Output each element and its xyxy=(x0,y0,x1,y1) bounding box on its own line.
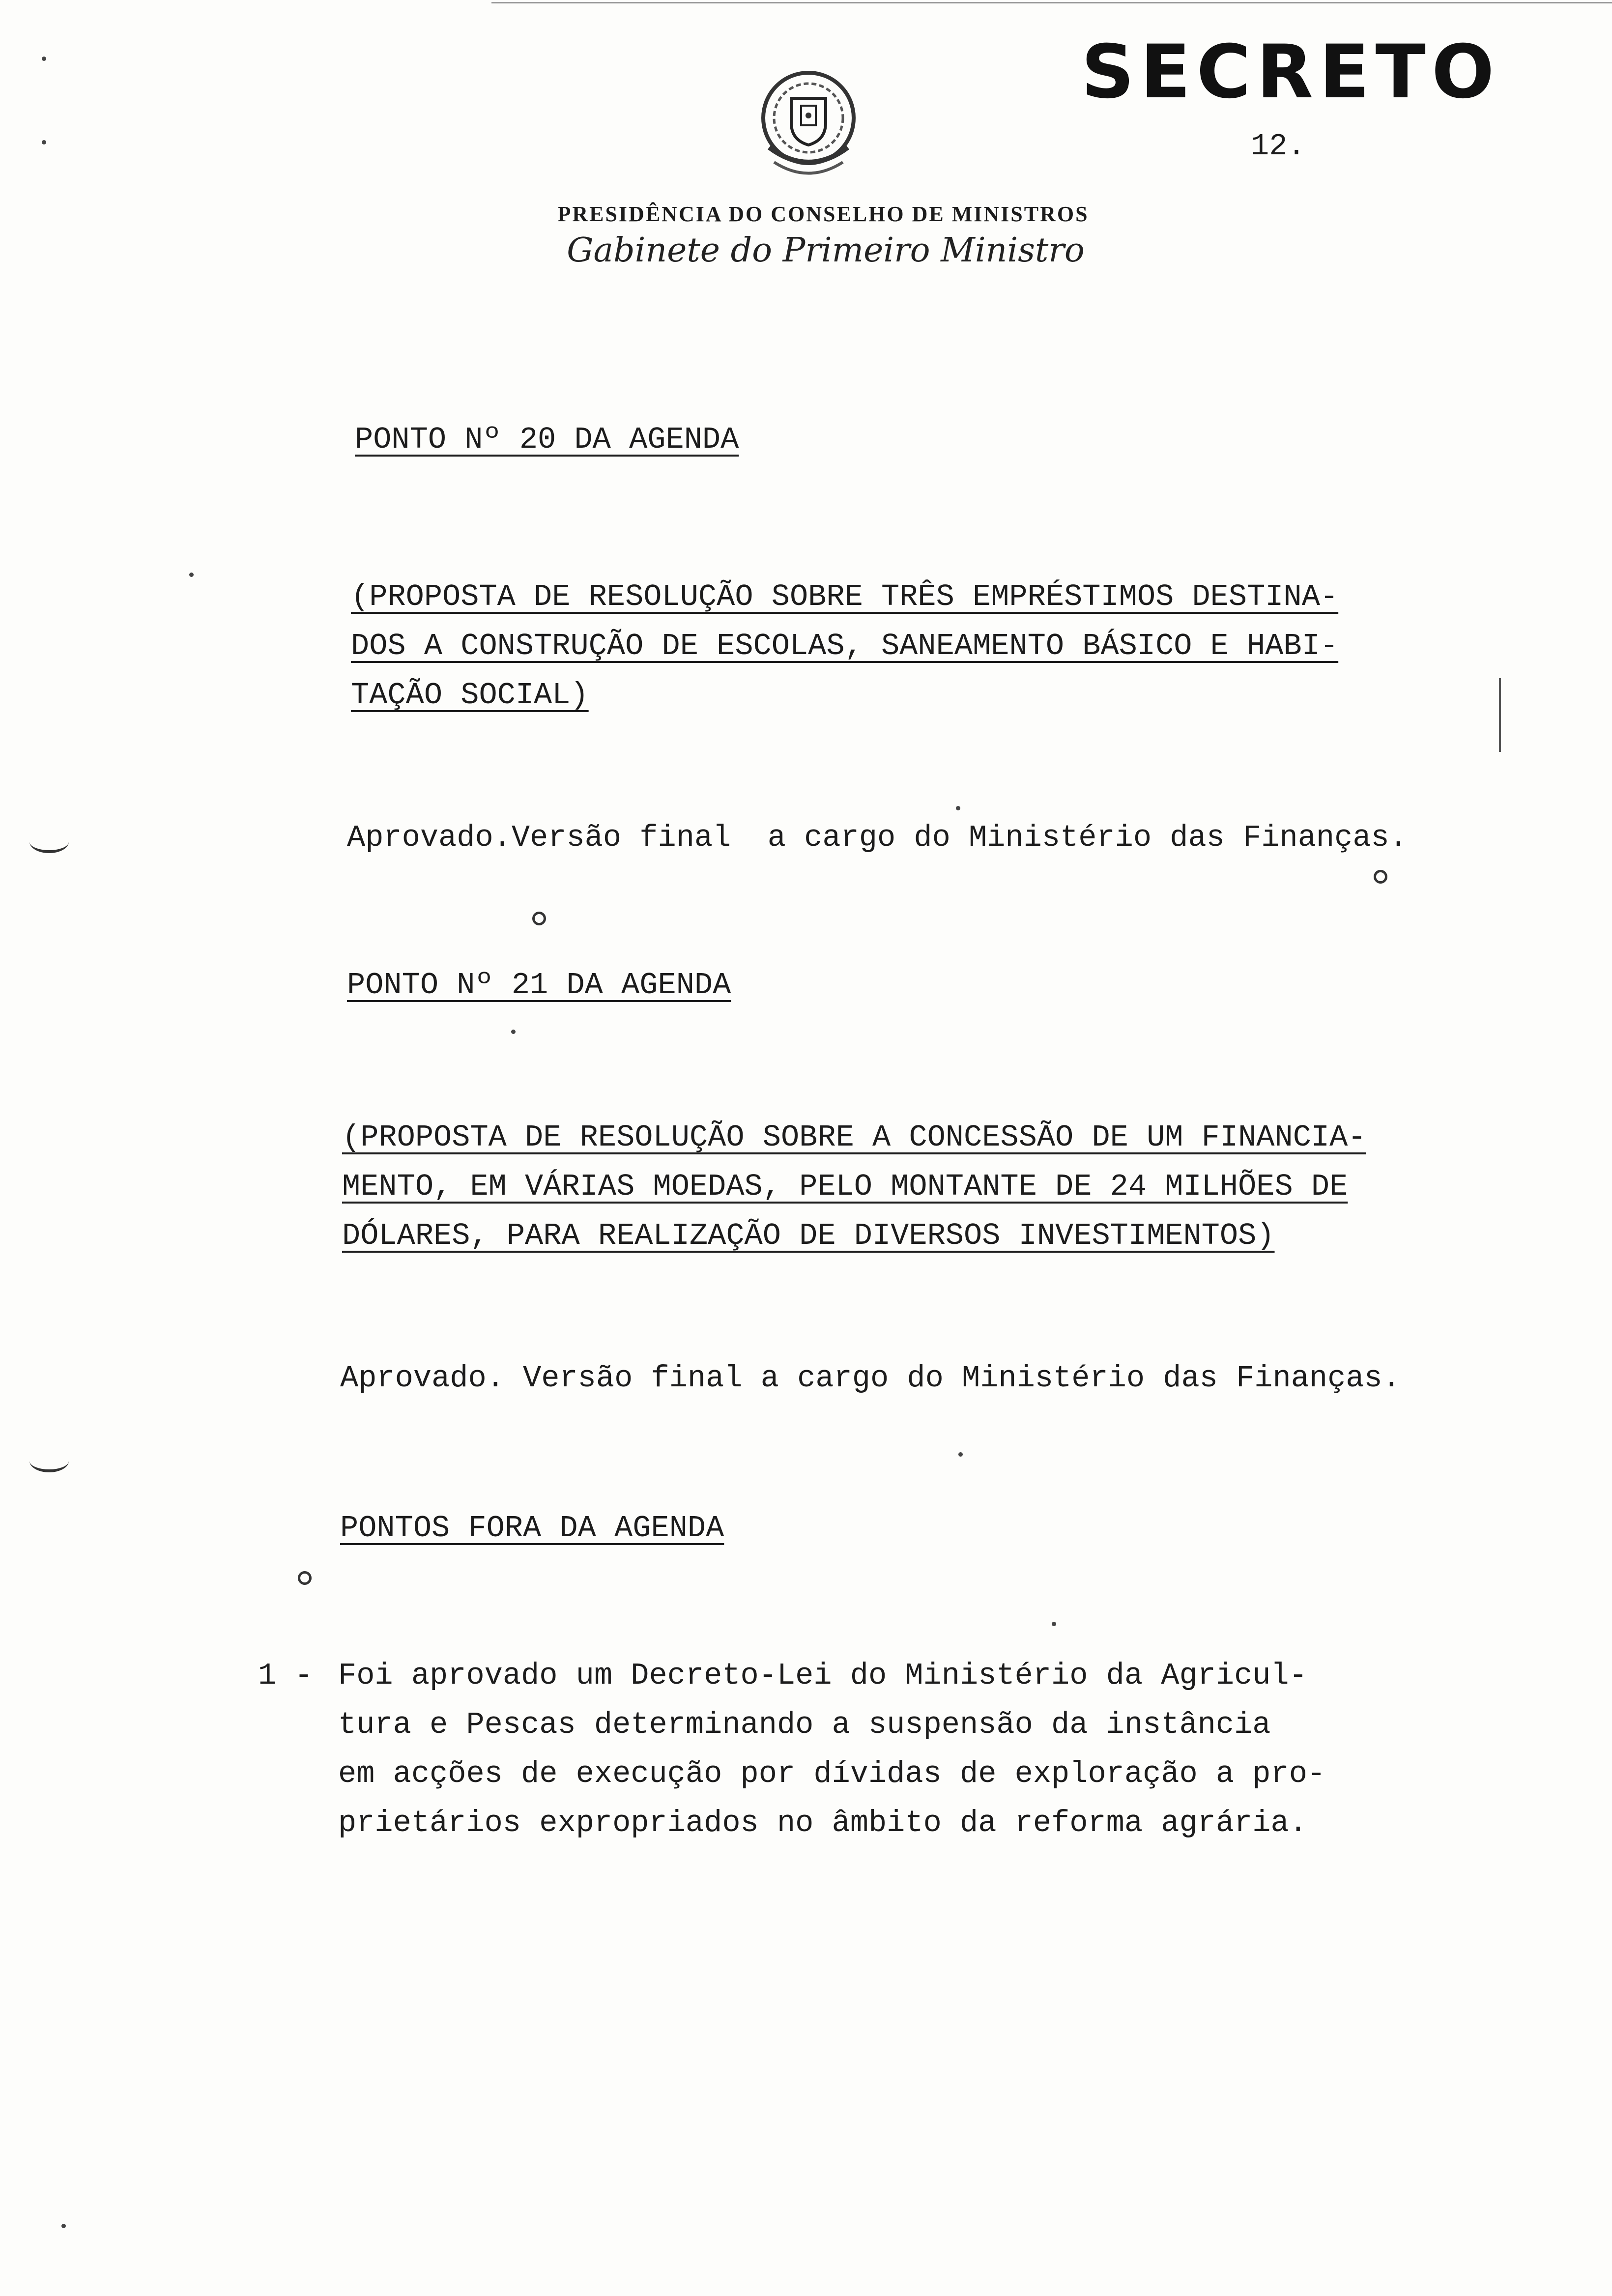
item-text xyxy=(338,1651,1325,1848)
ponto21-proposal xyxy=(342,1113,1366,1261)
scan-speck xyxy=(42,140,46,144)
proposal-line: MENTO, EM VÁRIAS MOEDAS, PELO MONTANTE DE 24 MILHÕES DE xyxy=(342,1169,1348,1204)
scan-ring xyxy=(532,912,546,925)
ponto20-decision: Aprovado.Versão final a cargo do Ministério das Finanças. xyxy=(347,820,1408,855)
scan-speck xyxy=(956,806,960,810)
scan-curve xyxy=(29,831,69,853)
scan-speck xyxy=(42,57,46,61)
page-number: 12. xyxy=(1251,129,1306,164)
coat-of-arms-icon xyxy=(752,64,865,197)
scan-speck xyxy=(511,1030,516,1034)
item-line: em acções de execução por dívidas de exploração a pro- xyxy=(338,1756,1326,1791)
proposal-line: (PROPOSTA DE RESOLUÇÃO SOBRE TRÊS EMPRÉSTIMOS DESTINA- xyxy=(351,579,1339,614)
item-line: tura e Pescas determinando a suspensão da instância xyxy=(338,1707,1271,1742)
scan-speck xyxy=(1052,1622,1056,1626)
scan-speck xyxy=(189,573,194,577)
ponto20-heading: PONTO Nº 20 DA AGENDA xyxy=(355,422,739,457)
ponto20-proposal xyxy=(351,573,1338,720)
proposal-line: (PROPOSTA DE RESOLUÇÃO SOBRE A CONCESSÃO DE UM FINANCIA- xyxy=(342,1120,1366,1155)
scan-ring xyxy=(298,1571,312,1585)
institution-name: PRESIDÊNCIA DO CONSELHO DE MINISTROS xyxy=(557,202,1089,226)
proposal-line: DOS A CONSTRUÇÃO DE ESCOLAS, SANEAMENTO BÁSICO E HABI- xyxy=(351,629,1339,663)
scan-curve xyxy=(29,1450,69,1472)
fora-heading: PONTOS FORA DA AGENDA xyxy=(340,1511,724,1546)
top-edge-line xyxy=(491,2,1612,3)
scan-ring xyxy=(1374,870,1387,884)
item-number: 1 - xyxy=(258,1658,313,1693)
ponto21-decision: Aprovado. Versão final a cargo do Ministério das Finanças. xyxy=(340,1361,1401,1396)
cabinet-name: Gabinete do Primeiro Ministro xyxy=(567,231,1085,270)
classification-stamp: SECRETO xyxy=(1081,29,1500,115)
scan-speck xyxy=(958,1452,963,1457)
proposal-line: TAÇÃO SOCIAL) xyxy=(351,678,589,713)
scan-bar xyxy=(1499,678,1501,752)
ponto21-heading: PONTO Nº 21 DA AGENDA xyxy=(347,968,731,1003)
scan-speck xyxy=(61,2224,66,2228)
item-line: prietários expropriados no âmbito da reforma agrária. xyxy=(338,1806,1307,1840)
item-line: Foi aprovado um Decreto-Lei do Ministério da Agricul- xyxy=(338,1658,1307,1693)
proposal-line: DÓLARES, PARA REALIZAÇÃO DE DIVERSOS INVESTIMENTOS) xyxy=(342,1218,1275,1253)
